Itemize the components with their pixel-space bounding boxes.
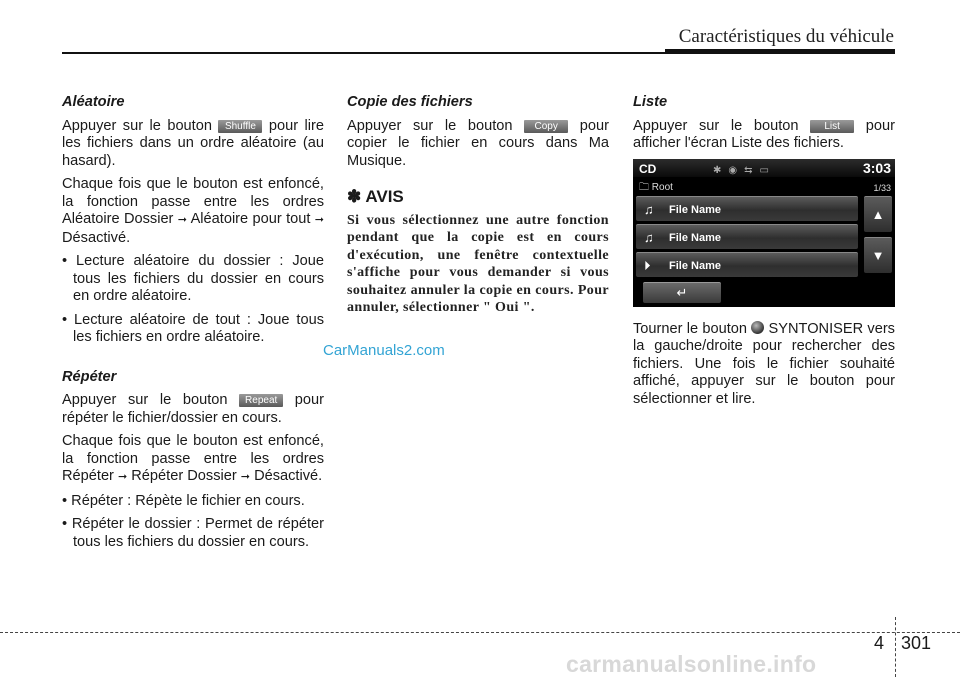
text: Appuyer sur le bouton: [62, 392, 228, 408]
folder-icon: 🗀: [639, 181, 649, 193]
head-unit-screen: [633, 159, 895, 307]
column-left: [62, 94, 324, 557]
notice-text: Si vous sélectionnez une autre fonction pendant que la copie est en cours d'exécution, une fenêtre contextuelle s'affiche pour vous demander si vous souhaitez annuler la copie en cours. Pour annuler, sélectionner " Oui ".: [347, 212, 609, 315]
column-middle: [347, 94, 609, 317]
tune-knob-icon: [751, 321, 764, 334]
text: Appuyer sur le bouton: [62, 117, 212, 134]
bullet-item: • Lecture aléatoire du dossier : Joue tous les fichiers du dossier en cours en ordre aléatoire.: [62, 253, 324, 304]
play-icon: ⏵: [644, 257, 651, 273]
text: pour lire les fichiers dans un ordre aléatoire (au hasard).: [62, 117, 324, 169]
paragraph: [347, 118, 609, 171]
file-list-item[interactable]: [636, 224, 858, 249]
text: pour afficher l'écran Liste des fichiers.: [633, 117, 896, 151]
repeat-button-icon: Repeat: [239, 394, 283, 407]
text: Désactivé.: [254, 468, 323, 484]
screen-status-bar: [633, 159, 895, 177]
footer-rule: [0, 632, 960, 633]
shuffle-button-icon: Shuffle: [218, 120, 262, 133]
file-name: File Name: [669, 259, 721, 272]
clock: 3:03: [862, 159, 891, 176]
watermark-link[interactable]: CarManuals2.com: [323, 342, 445, 359]
text: Tourner le bouton: [633, 320, 747, 337]
footer-divider: [895, 617, 896, 677]
scroll-down-button[interactable]: ▼: [864, 237, 892, 273]
text: Appuyer sur le bouton: [347, 117, 513, 134]
music-note-icon: ♫: [644, 201, 654, 217]
track-count: 1/33: [873, 182, 891, 193]
section-heading-liste: Liste: [633, 94, 668, 110]
paragraph: [633, 321, 895, 409]
section-heading-repeter: Répéter: [62, 368, 117, 385]
page-header-title: Caractéristiques du véhicule: [678, 26, 894, 47]
folder-name: Root: [651, 181, 673, 193]
text: Chaque fois que le bouton est enfoncé, la fonction passe entre les ordres Aléatoire Dossier: [62, 176, 324, 227]
section-heading-aleatoire: Aléatoire: [62, 94, 125, 110]
source-label: CD: [639, 161, 657, 176]
paragraph: [62, 118, 324, 171]
text: Aléatoire pour tout: [190, 211, 311, 227]
file-name: File Name: [669, 203, 721, 216]
page-number: 301: [901, 633, 932, 653]
arrow-right-icon: ➞: [177, 214, 187, 226]
arrow-right-icon: ➞: [117, 471, 128, 483]
arrow-right-icon: ➞: [240, 471, 250, 483]
text: Désactivé.: [62, 229, 131, 246]
text: Appuyer sur le bouton: [633, 117, 799, 134]
paragraph: [62, 433, 324, 487]
list-button-icon: List: [810, 120, 854, 133]
text: pour copier le fichier en cours dans Ma Musique.: [347, 117, 610, 169]
file-name: File Name: [669, 231, 721, 244]
status-icons: ✱◉⇆▭: [713, 164, 776, 176]
file-list-item[interactable]: [636, 252, 858, 277]
arrow-right-icon: ➞: [314, 214, 324, 226]
paragraph: [633, 118, 895, 153]
back-button[interactable]: ↵: [643, 282, 721, 303]
text: pour répéter le fichier/dossier en cours.: [62, 392, 325, 426]
paragraph: [62, 176, 324, 247]
text: Répéter Dossier: [131, 468, 237, 484]
text: SYNTONISER vers la gauche/droite pour rechercher des fichiers. Une fois le fichier souhaité affiché, appuyer sur le bouton pour sélectionner et lire.: [633, 320, 895, 407]
chapter-number: 4: [874, 633, 885, 653]
notice-title: ✽ AVIS: [347, 187, 404, 206]
bullet-item: • Lecture aléatoire de tout : Joue tous les fichiers en ordre aléatoire.: [62, 311, 324, 345]
text: Chaque fois que le bouton est enfoncé, la fonction passe entre les ordres Répéter: [62, 433, 324, 484]
bullet-item: • Répéter : Répète le fichier en cours.: [62, 492, 305, 509]
section-heading-copie: Copie des fichiers: [347, 94, 473, 110]
file-list-item[interactable]: [636, 196, 858, 221]
copy-button-icon: Copy: [524, 120, 568, 133]
folder-path: [639, 179, 673, 197]
header-rule-accent: [665, 49, 895, 54]
bullet-item: • Répéter le dossier : Permet de répéter tous les fichiers du dossier en cours.: [62, 516, 324, 550]
music-note-icon: ♫: [644, 229, 654, 245]
scroll-up-button[interactable]: ▲: [864, 196, 892, 232]
paragraph: [62, 392, 324, 427]
column-right: [633, 94, 895, 414]
site-watermark: carmanualsonline.info: [566, 651, 817, 677]
